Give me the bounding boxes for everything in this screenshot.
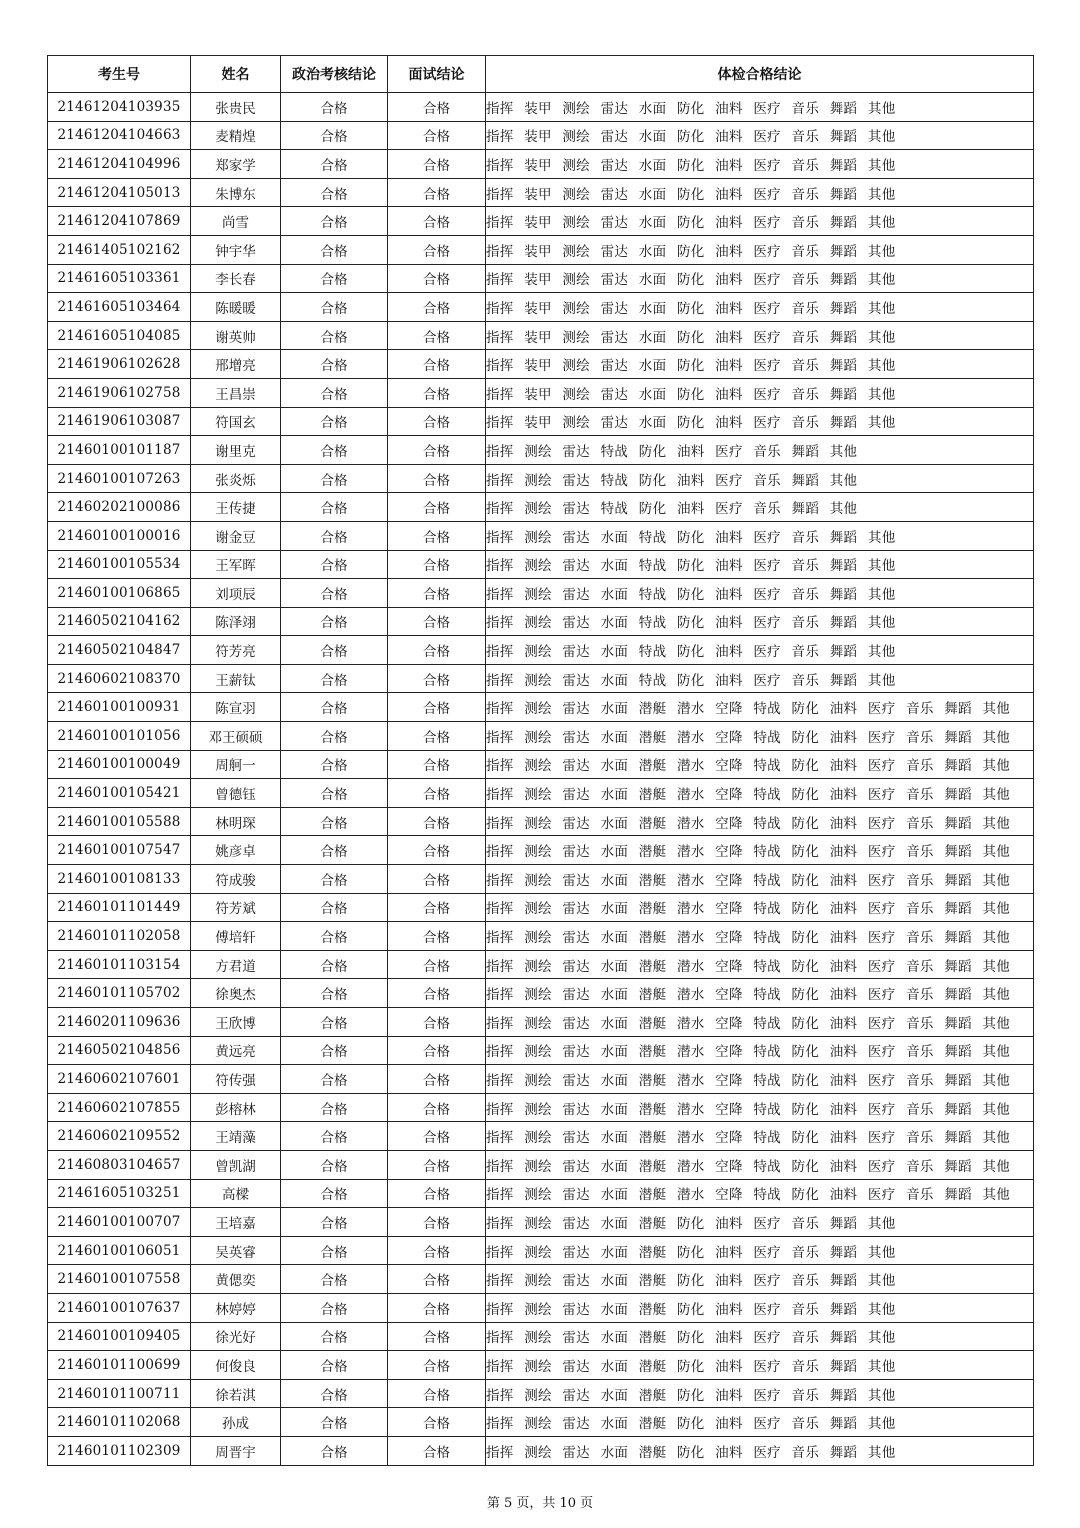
cell-political: 合格 [281,1436,388,1465]
table-row [48,1036,1034,1065]
cell-physical: 指挥 测绘 雷达 水面 特战 防化 油料 医疗 音乐 舞蹈 其他 [486,579,1034,608]
cell-political: 合格 [281,664,388,693]
cell-exam-no: 21460100100707 [48,1208,191,1237]
cell-political: 合格 [281,235,388,264]
cell-name: 何俊良 [191,1351,281,1380]
table-row [48,1008,1034,1037]
cell-physical: 指挥 装甲 测绘 雷达 水面 防化 油料 医疗 音乐 舞蹈 其他 [486,93,1034,122]
cell-exam-no: 21460602107601 [48,1065,191,1094]
cell-interview: 合格 [388,350,486,379]
cell-political: 合格 [281,1208,388,1237]
cell-political: 合格 [281,178,388,207]
table-row [48,550,1034,579]
header-interview: 面试结论 [388,56,486,93]
cell-physical: 指挥 测绘 雷达 水面 潜艇 潜水 空降 特战 防化 油料 医疗 音乐 舞蹈 其他 [486,807,1034,836]
table-row [48,664,1034,693]
cell-physical: 指挥 测绘 雷达 水面 潜艇 防化 油料 医疗 音乐 舞蹈 其他 [486,1208,1034,1237]
cell-political: 合格 [281,693,388,722]
table-row [48,1436,1034,1465]
cell-exam-no: 21460100107263 [48,464,191,493]
cell-exam-no: 21460101103154 [48,950,191,979]
cell-interview: 合格 [388,521,486,550]
cell-interview: 合格 [388,865,486,894]
table-row [48,1322,1034,1351]
table-body [48,93,1034,1466]
cell-name: 陈暖暖 [191,293,281,322]
cell-name: 王培嘉 [191,1208,281,1237]
cell-exam-no: 21460602108370 [48,664,191,693]
cell-exam-no: 21461204103935 [48,93,191,122]
cell-interview: 合格 [388,750,486,779]
cell-physical: 指挥 测绘 雷达 水面 潜艇 潜水 空降 特战 防化 油料 医疗 音乐 舞蹈 其他 [486,1179,1034,1208]
cell-political: 合格 [281,436,388,465]
cell-political: 合格 [281,1351,388,1380]
cell-physical: 指挥 装甲 测绘 雷达 水面 防化 油料 医疗 音乐 舞蹈 其他 [486,207,1034,236]
cell-political: 合格 [281,979,388,1008]
cell-exam-no: 21460101100711 [48,1379,191,1408]
cell-interview: 合格 [388,1293,486,1322]
cell-interview: 合格 [388,979,486,1008]
cell-political: 合格 [281,1236,388,1265]
table-row [48,321,1034,350]
cell-political: 合格 [281,1379,388,1408]
cell-political: 合格 [281,579,388,608]
table-row [48,893,1034,922]
cell-interview: 合格 [388,93,486,122]
table-row [48,636,1034,665]
cell-physical: 指挥 测绘 雷达 水面 特战 防化 油料 医疗 音乐 舞蹈 其他 [486,521,1034,550]
cell-physical: 指挥 测绘 雷达 水面 潜艇 防化 油料 医疗 音乐 舞蹈 其他 [486,1265,1034,1294]
cell-exam-no: 21460803104657 [48,1150,191,1179]
table-row [48,493,1034,522]
cell-political: 合格 [281,1122,388,1151]
cell-name: 符芳亮 [191,636,281,665]
cell-exam-no: 21461906102628 [48,350,191,379]
table-row [48,1265,1034,1294]
cell-physical: 指挥 测绘 雷达 水面 潜艇 潜水 空降 特战 防化 油料 医疗 音乐 舞蹈 其他 [486,779,1034,808]
cell-name: 方君道 [191,950,281,979]
cell-name: 徐光好 [191,1322,281,1351]
cell-physical: 指挥 测绘 雷达 水面 潜艇 防化 油料 医疗 音乐 舞蹈 其他 [486,1408,1034,1437]
cell-exam-no: 21460101102309 [48,1436,191,1465]
cell-name: 王传捷 [191,493,281,522]
table-row [48,350,1034,379]
cell-physical: 指挥 测绘 雷达 特战 防化 油料 医疗 音乐 舞蹈 其他 [486,464,1034,493]
cell-physical: 指挥 测绘 雷达 水面 特战 防化 油料 医疗 音乐 舞蹈 其他 [486,550,1034,579]
cell-name: 谢英帅 [191,321,281,350]
header-name: 姓名 [191,56,281,93]
table-row [48,436,1034,465]
cell-exam-no: 21460100106051 [48,1236,191,1265]
cell-exam-no: 21460100100931 [48,693,191,722]
cell-exam-no: 21460100105534 [48,550,191,579]
cell-exam-no: 21461605104085 [48,321,191,350]
cell-political: 合格 [281,521,388,550]
cell-name: 钟宇华 [191,235,281,264]
cell-name: 林婷婷 [191,1293,281,1322]
cell-physical: 指挥 测绘 雷达 水面 潜艇 潜水 空降 特战 防化 油料 医疗 音乐 舞蹈 其他 [486,750,1034,779]
cell-name: 林明琛 [191,807,281,836]
cell-name: 符国玄 [191,407,281,436]
cell-political: 合格 [281,1265,388,1294]
cell-exam-no: 21460101102058 [48,922,191,951]
cell-name: 徐奥杰 [191,979,281,1008]
cell-name: 王靖藻 [191,1122,281,1151]
table-row [48,293,1034,322]
cell-exam-no: 21460100107547 [48,836,191,865]
cell-interview: 合格 [388,1265,486,1294]
table-row [48,607,1034,636]
cell-physical: 指挥 测绘 雷达 水面 潜艇 潜水 空降 特战 防化 油料 医疗 音乐 舞蹈 其他 [486,1150,1034,1179]
cell-name: 王薪钛 [191,664,281,693]
cell-political: 合格 [281,493,388,522]
cell-exam-no: 21460100101187 [48,436,191,465]
cell-physical: 指挥 测绘 雷达 水面 潜艇 防化 油料 医疗 音乐 舞蹈 其他 [486,1436,1034,1465]
cell-political: 合格 [281,1065,388,1094]
cell-name: 邓王硕硕 [191,722,281,751]
cell-political: 合格 [281,321,388,350]
cell-physical: 指挥 装甲 测绘 雷达 水面 防化 油料 医疗 音乐 舞蹈 其他 [486,178,1034,207]
cell-physical: 指挥 测绘 雷达 水面 潜艇 防化 油料 医疗 音乐 舞蹈 其他 [486,1322,1034,1351]
cell-name: 尚雪 [191,207,281,236]
cell-interview: 合格 [388,1408,486,1437]
cell-interview: 合格 [388,950,486,979]
table-row [48,464,1034,493]
cell-political: 合格 [281,1036,388,1065]
cell-name: 符传强 [191,1065,281,1094]
cell-political: 合格 [281,1008,388,1037]
cell-interview: 合格 [388,293,486,322]
table-row [48,150,1034,179]
cell-interview: 合格 [388,1065,486,1094]
cell-exam-no: 21460502104856 [48,1036,191,1065]
cell-physical: 指挥 装甲 测绘 雷达 水面 防化 油料 医疗 音乐 舞蹈 其他 [486,150,1034,179]
cell-interview: 合格 [388,264,486,293]
table-row [48,750,1034,779]
cell-interview: 合格 [388,150,486,179]
cell-name: 孙成 [191,1408,281,1437]
cell-political: 合格 [281,378,388,407]
cell-interview: 合格 [388,1150,486,1179]
cell-exam-no: 21460100109405 [48,1322,191,1351]
cell-political: 合格 [281,807,388,836]
table-row [48,865,1034,894]
cell-interview: 合格 [388,607,486,636]
table-row [48,264,1034,293]
cell-political: 合格 [281,836,388,865]
cell-political: 合格 [281,464,388,493]
cell-interview: 合格 [388,579,486,608]
table-row [48,1379,1034,1408]
cell-name: 符芳斌 [191,893,281,922]
cell-political: 合格 [281,93,388,122]
cell-exam-no: 21460101100699 [48,1351,191,1380]
cell-interview: 合格 [388,1351,486,1380]
cell-interview: 合格 [388,664,486,693]
cell-interview: 合格 [388,893,486,922]
cell-name: 曾凯湖 [191,1150,281,1179]
table-row [48,950,1034,979]
cell-exam-no: 21461405102162 [48,235,191,264]
table-row [48,521,1034,550]
cell-interview: 合格 [388,1322,486,1351]
cell-physical: 指挥 测绘 雷达 特战 防化 油料 医疗 音乐 舞蹈 其他 [486,493,1034,522]
cell-physical: 指挥 装甲 测绘 雷达 水面 防化 油料 医疗 音乐 舞蹈 其他 [486,378,1034,407]
cell-physical: 指挥 测绘 雷达 水面 潜艇 潜水 空降 特战 防化 油料 医疗 音乐 舞蹈 其他 [486,1093,1034,1122]
cell-name: 王军晖 [191,550,281,579]
cell-exam-no: 21461204107869 [48,207,191,236]
cell-physical: 指挥 测绘 雷达 水面 潜艇 潜水 空降 特战 防化 油料 医疗 音乐 舞蹈 其他 [486,1036,1034,1065]
cell-political: 合格 [281,350,388,379]
cell-exam-no: 21461605103361 [48,264,191,293]
cell-interview: 合格 [388,779,486,808]
cell-interview: 合格 [388,407,486,436]
cell-exam-no: 21460502104162 [48,607,191,636]
cell-interview: 合格 [388,722,486,751]
cell-exam-no: 21460100105421 [48,779,191,808]
cell-name: 符成骏 [191,865,281,894]
cell-name: 周舸一 [191,750,281,779]
cell-physical: 指挥 装甲 测绘 雷达 水面 防化 油料 医疗 音乐 舞蹈 其他 [486,407,1034,436]
cell-name: 王昌崇 [191,378,281,407]
cell-interview: 合格 [388,178,486,207]
cell-political: 合格 [281,1093,388,1122]
table-row [48,1351,1034,1380]
cell-name: 傅培轩 [191,922,281,951]
table-row [48,836,1034,865]
cell-physical: 指挥 装甲 测绘 雷达 水面 防化 油料 医疗 音乐 舞蹈 其他 [486,350,1034,379]
cell-exam-no: 21460602107855 [48,1093,191,1122]
cell-physical: 指挥 测绘 雷达 水面 潜艇 防化 油料 医疗 音乐 舞蹈 其他 [486,1236,1034,1265]
cell-exam-no: 21460101102068 [48,1408,191,1437]
table-row [48,807,1034,836]
cell-physical: 指挥 测绘 雷达 水面 特战 防化 油料 医疗 音乐 舞蹈 其他 [486,664,1034,693]
cell-exam-no: 21460101105702 [48,979,191,1008]
cell-exam-no: 21460100101056 [48,722,191,751]
cell-physical: 指挥 测绘 雷达 水面 潜艇 潜水 空降 特战 防化 油料 医疗 音乐 舞蹈 其他 [486,1065,1034,1094]
cell-exam-no: 21461204104663 [48,121,191,150]
cell-physical: 指挥 测绘 雷达 水面 潜艇 潜水 空降 特战 防化 油料 医疗 音乐 舞蹈 其他 [486,693,1034,722]
table-row [48,1293,1034,1322]
cell-interview: 合格 [388,1379,486,1408]
cell-physical: 指挥 测绘 雷达 水面 潜艇 潜水 空降 特战 防化 油料 医疗 音乐 舞蹈 其他 [486,893,1034,922]
cell-physical: 指挥 测绘 雷达 水面 潜艇 潜水 空降 特战 防化 油料 医疗 音乐 舞蹈 其他 [486,922,1034,951]
cell-exam-no: 21460602109552 [48,1122,191,1151]
cell-physical: 指挥 测绘 雷达 特战 防化 油料 医疗 音乐 舞蹈 其他 [486,436,1034,465]
cell-exam-no: 21460101101449 [48,893,191,922]
cell-exam-no: 21460202100086 [48,493,191,522]
cell-exam-no: 21461204105013 [48,178,191,207]
cell-interview: 合格 [388,807,486,836]
cell-exam-no: 21460100107558 [48,1265,191,1294]
table-row [48,1179,1034,1208]
cell-exam-no: 21461605103464 [48,293,191,322]
table-row [48,1093,1034,1122]
cell-physical: 指挥 测绘 雷达 水面 潜艇 潜水 空降 特战 防化 油料 医疗 音乐 舞蹈 其他 [486,836,1034,865]
table-row [48,378,1034,407]
cell-political: 合格 [281,1179,388,1208]
cell-name: 陈宣羽 [191,693,281,722]
table-row [48,1408,1034,1437]
cell-political: 合格 [281,207,388,236]
cell-name: 刘项辰 [191,579,281,608]
cell-name: 王欣博 [191,1008,281,1037]
cell-physical: 指挥 装甲 测绘 雷达 水面 防化 油料 医疗 音乐 舞蹈 其他 [486,293,1034,322]
cell-name: 陈泽翊 [191,607,281,636]
cell-interview: 合格 [388,321,486,350]
cell-political: 合格 [281,264,388,293]
cell-political: 合格 [281,150,388,179]
cell-interview: 合格 [388,550,486,579]
cell-physical: 指挥 装甲 测绘 雷达 水面 防化 油料 医疗 音乐 舞蹈 其他 [486,264,1034,293]
cell-political: 合格 [281,407,388,436]
cell-interview: 合格 [388,922,486,951]
cell-exam-no: 21461204104996 [48,150,191,179]
cell-name: 曾德钰 [191,779,281,808]
cell-political: 合格 [281,121,388,150]
cell-name: 张贵民 [191,93,281,122]
table-row [48,1065,1034,1094]
cell-political: 合格 [281,950,388,979]
cell-exam-no: 21460100108133 [48,865,191,894]
table-row [48,235,1034,264]
cell-physical: 指挥 装甲 测绘 雷达 水面 防化 油料 医疗 音乐 舞蹈 其他 [486,235,1034,264]
table-row [48,121,1034,150]
cell-interview: 合格 [388,493,486,522]
cell-name: 姚彦卓 [191,836,281,865]
table-row [48,722,1034,751]
cell-name: 高樑 [191,1179,281,1208]
cell-interview: 合格 [388,1179,486,1208]
cell-interview: 合格 [388,1236,486,1265]
cell-physical: 指挥 测绘 雷达 水面 特战 防化 油料 医疗 音乐 舞蹈 其他 [486,607,1034,636]
cell-political: 合格 [281,1408,388,1437]
cell-physical: 指挥 测绘 雷达 水面 潜艇 潜水 空降 特战 防化 油料 医疗 音乐 舞蹈 其他 [486,979,1034,1008]
cell-name: 谢里克 [191,436,281,465]
cell-exam-no: 21460100105588 [48,807,191,836]
cell-exam-no: 21460100100016 [48,521,191,550]
cell-interview: 合格 [388,1008,486,1037]
header-row [48,56,1034,93]
cell-political: 合格 [281,1150,388,1179]
cell-exam-no: 21460502104847 [48,636,191,665]
header-political: 政治考核结论 [281,56,388,93]
cell-political: 合格 [281,779,388,808]
cell-exam-no: 21460100100049 [48,750,191,779]
cell-interview: 合格 [388,1122,486,1151]
cell-interview: 合格 [388,121,486,150]
cell-interview: 合格 [388,693,486,722]
table-row [48,1122,1034,1151]
cell-name: 朱博东 [191,178,281,207]
cell-interview: 合格 [388,378,486,407]
cell-physical: 指挥 测绘 雷达 水面 潜艇 潜水 空降 特战 防化 油料 医疗 音乐 舞蹈 其他 [486,865,1034,894]
cell-exam-no: 21460201109636 [48,1008,191,1037]
cell-name: 吴英睿 [191,1236,281,1265]
table-row [48,178,1034,207]
cell-political: 合格 [281,1322,388,1351]
cell-name: 麦精煌 [191,121,281,150]
cell-physical: 指挥 测绘 雷达 水面 潜艇 潜水 空降 特战 防化 油料 医疗 音乐 舞蹈 其他 [486,950,1034,979]
cell-political: 合格 [281,1293,388,1322]
cell-political: 合格 [281,607,388,636]
cell-name: 谢金豆 [191,521,281,550]
cell-political: 合格 [281,922,388,951]
page-footer: 第 5 页，共 10 页 [486,1496,594,1511]
cell-name: 徐若淇 [191,1379,281,1408]
cell-name: 黄远亮 [191,1036,281,1065]
cell-interview: 合格 [388,235,486,264]
table-row [48,693,1034,722]
cell-exam-no: 21461906102758 [48,378,191,407]
cell-name: 邢增亮 [191,350,281,379]
cell-physical: 指挥 测绘 雷达 水面 潜艇 潜水 空降 特战 防化 油料 医疗 音乐 舞蹈 其他 [486,1122,1034,1151]
cell-physical: 指挥 测绘 雷达 水面 潜艇 潜水 空降 特战 防化 油料 医疗 音乐 舞蹈 其他 [486,722,1034,751]
table-row [48,207,1034,236]
cell-name: 周晋宇 [191,1436,281,1465]
results-table [47,55,1034,1466]
cell-interview: 合格 [388,1093,486,1122]
table-row [48,579,1034,608]
header-exam-no: 考生号 [48,56,191,93]
cell-exam-no: 21460100107637 [48,1293,191,1322]
cell-exam-no: 21460100106865 [48,579,191,608]
cell-name: 李长春 [191,264,281,293]
cell-name: 黄偲奕 [191,1265,281,1294]
cell-interview: 合格 [388,436,486,465]
cell-interview: 合格 [388,1208,486,1237]
cell-name: 张炎烁 [191,464,281,493]
cell-interview: 合格 [388,207,486,236]
cell-physical: 指挥 测绘 雷达 水面 潜艇 防化 油料 医疗 音乐 舞蹈 其他 [486,1379,1034,1408]
cell-name: 彭榕林 [191,1093,281,1122]
table-row [48,1236,1034,1265]
table-row [48,93,1034,122]
cell-physical: 指挥 测绘 雷达 水面 潜艇 防化 油料 医疗 音乐 舞蹈 其他 [486,1351,1034,1380]
table-row [48,922,1034,951]
cell-physical: 指挥 测绘 雷达 水面 特战 防化 油料 医疗 音乐 舞蹈 其他 [486,636,1034,665]
cell-political: 合格 [281,550,388,579]
cell-name: 郑家学 [191,150,281,179]
cell-interview: 合格 [388,1036,486,1065]
table-row [48,1208,1034,1237]
cell-interview: 合格 [388,464,486,493]
cell-physical: 指挥 测绘 雷达 水面 潜艇 潜水 空降 特战 防化 油料 医疗 音乐 舞蹈 其他 [486,1008,1034,1037]
cell-physical: 指挥 测绘 雷达 水面 潜艇 防化 油料 医疗 音乐 舞蹈 其他 [486,1293,1034,1322]
cell-exam-no: 21461906103087 [48,407,191,436]
cell-interview: 合格 [388,836,486,865]
table-row [48,1150,1034,1179]
cell-political: 合格 [281,722,388,751]
cell-physical: 指挥 装甲 测绘 雷达 水面 防化 油料 医疗 音乐 舞蹈 其他 [486,121,1034,150]
header-physical: 体检合格结论 [486,56,1034,93]
cell-political: 合格 [281,293,388,322]
table-row [48,407,1034,436]
cell-political: 合格 [281,750,388,779]
cell-physical: 指挥 装甲 测绘 雷达 水面 防化 油料 医疗 音乐 舞蹈 其他 [486,321,1034,350]
cell-exam-no: 21461605103251 [48,1179,191,1208]
cell-interview: 合格 [388,636,486,665]
table-row [48,779,1034,808]
cell-political: 合格 [281,893,388,922]
cell-political: 合格 [281,636,388,665]
table-row [48,979,1034,1008]
cell-political: 合格 [281,865,388,894]
cell-interview: 合格 [388,1436,486,1465]
